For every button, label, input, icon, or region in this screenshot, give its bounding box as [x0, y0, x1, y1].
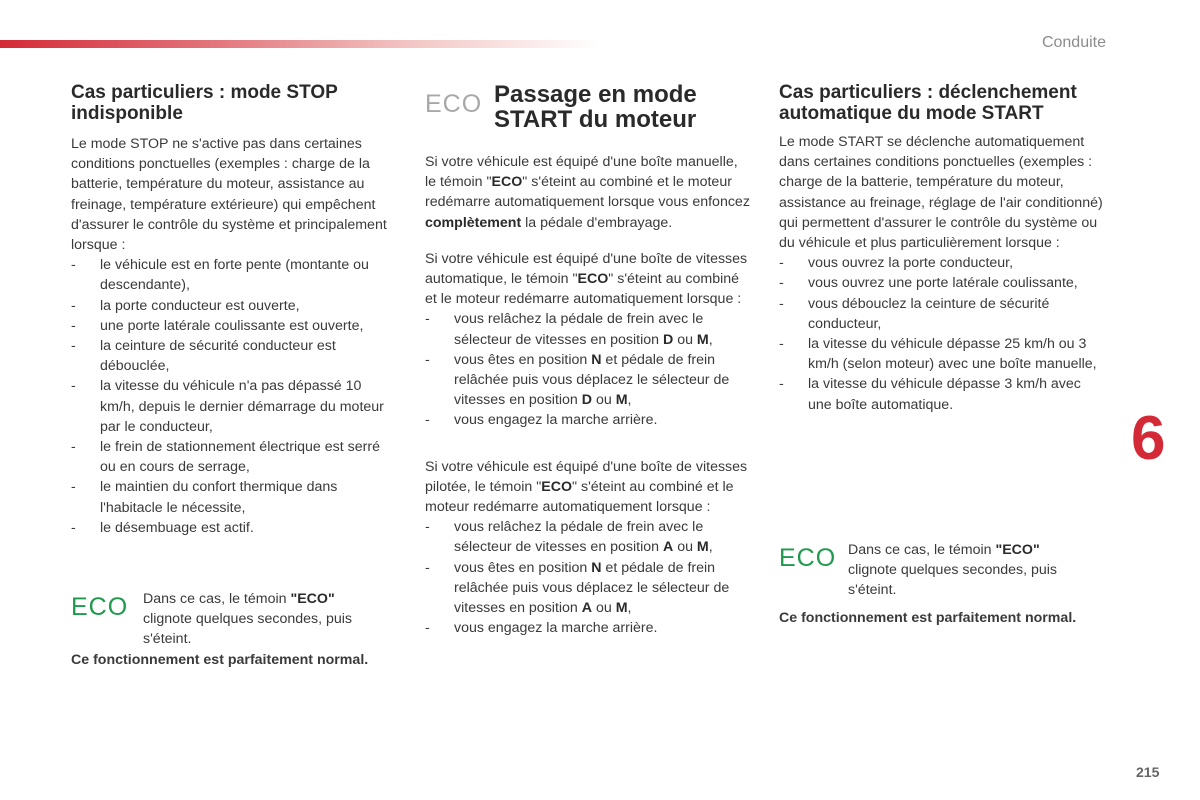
list-item: - la vitesse du véhicule dépasse 25 km/h ou 3 km/h (selon moteur) avec une boîte manuelle,: [779, 334, 1104, 374]
eco-indicator-icon: ECO: [71, 593, 129, 621]
list-item: - vous débouclez la ceinture de sécurité conducteur,: [779, 294, 1104, 334]
start-mode-section: [425, 82, 750, 638]
intro-paragraph: Le mode START se déclenche automatiquement dans certaines conditions ponctuelles (exemples : charge de la batterie, température du moteur, assistance au freinage, réglage de l'air conditionné) qui permettent d'assurer le contrôle du système ou du véhicule et plus particulièrement lorsque :: [779, 134, 1103, 252]
list-item: - vous engagez la marche arrière.: [425, 618, 750, 638]
section-title: Cas particuliers : déclenchement automatique du mode START: [779, 82, 1077, 124]
stop-unavailable-section: [71, 82, 396, 538]
eco-note: [71, 589, 383, 650]
list-item: - le véhicule est en forte pente (montante ou descendante),: [71, 255, 396, 295]
list-item: - vous êtes en position N et pédale de frein relâchée puis vous déplacez le sélecteur de vitesses en position A ou M,: [425, 558, 750, 619]
eco-indicator-icon: ECO: [425, 90, 483, 118]
list-item: - une porte latérale coulissante est ouverte,: [71, 316, 396, 336]
start-auto-trigger-section: [779, 82, 1104, 415]
condition-list: [71, 255, 396, 538]
list-item: - la vitesse du véhicule n'a pas dépassé 10 km/h, depuis le dernier démarrage du moteur par le conducteur,: [71, 376, 396, 437]
list-item: - vous êtes en position N et pédale de frein relâchée puis vous déplacez le sélecteur de vitesses en position D ou M,: [425, 350, 750, 411]
chapter-number: 6: [1131, 404, 1166, 473]
manual-gearbox-paragraph: Si votre véhicule est équipé d'une boîte manuelle, le témoin "ECO" s'éteint au combiné et le moteur redémarre automatiquement lorsque vous enfoncez complètement la pédale d'embrayage.: [425, 154, 750, 231]
list-item: - vous relâchez la pédale de frein avec le sélecteur de vitesses en position D ou M,: [425, 309, 750, 349]
list-item: - la ceinture de sécurité conducteur est débouclée,: [71, 336, 396, 376]
section-title: Passage en mode START du moteur: [494, 81, 697, 133]
list-item: - vous ouvrez la porte conducteur,: [779, 253, 1104, 273]
note-conclusion: Ce fonctionnement est parfaitement normal.: [779, 610, 1077, 626]
eco-indicator-icon: ECO: [779, 544, 837, 572]
list-item: - la vitesse du véhicule dépasse 3 km/h avec une boîte automatique.: [779, 374, 1104, 414]
list-item: - la porte conducteur est ouverte,: [71, 296, 396, 316]
list-item: - le maintien du confort thermique dans l'habitacle le nécessite,: [71, 477, 396, 517]
list-item: - vous engagez la marche arrière.: [425, 410, 750, 430]
automatic-condition-list: [425, 309, 750, 430]
intro-paragraph: Le mode STOP ne s'active pas dans certaines conditions ponctuelles (exemples : charge de la batterie, température du moteur, assistance au freinage, température extérieure) qui empêchent d'assurer le contrôle du système et principalement lorsque :: [71, 136, 387, 254]
list-item: - le frein de stationnement électrique est serré ou en cours de serrage,: [71, 437, 396, 477]
section-header: [425, 82, 750, 132]
list-item: - vous ouvrez une porte latérale coulissante,: [779, 273, 1104, 293]
piloted-condition-list: [425, 517, 750, 638]
section-title: Cas particuliers : mode STOP indisponible: [71, 82, 338, 124]
automatic-gearbox-paragraph: Si votre véhicule est équipé d'une boîte de vitesses automatique, le témoin "ECO" s'éteint au combiné et le moteur redémarre automatiquement lorsque :: [425, 250, 748, 308]
note-text: Dans ce cas, le témoin "ECO" clignote quelques secondes, puis s'éteint.: [143, 591, 353, 648]
eco-note: [779, 540, 1088, 601]
list-item: - le désembuage est actif.: [71, 518, 396, 538]
note-conclusion: Ce fonctionnement est parfaitement normal.: [71, 652, 369, 668]
header-accent-bar: [0, 40, 600, 48]
note-text: Dans ce cas, le témoin "ECO" clignote quelques secondes, puis s'éteint.: [848, 542, 1058, 599]
condition-list: [779, 253, 1104, 415]
piloted-gearbox-paragraph: Si votre véhicule est équipé d'une boîte de vitesses pilotée, le témoin "ECO" s'éteint au combiné et le moteur redémarre automatiquement lorsque :: [425, 458, 748, 516]
chapter-label: Conduite: [1041, 34, 1106, 51]
page-number: 215: [1136, 764, 1160, 780]
list-item: - vous relâchez la pédale de frein avec le sélecteur de vitesses en position A ou M,: [425, 517, 750, 557]
